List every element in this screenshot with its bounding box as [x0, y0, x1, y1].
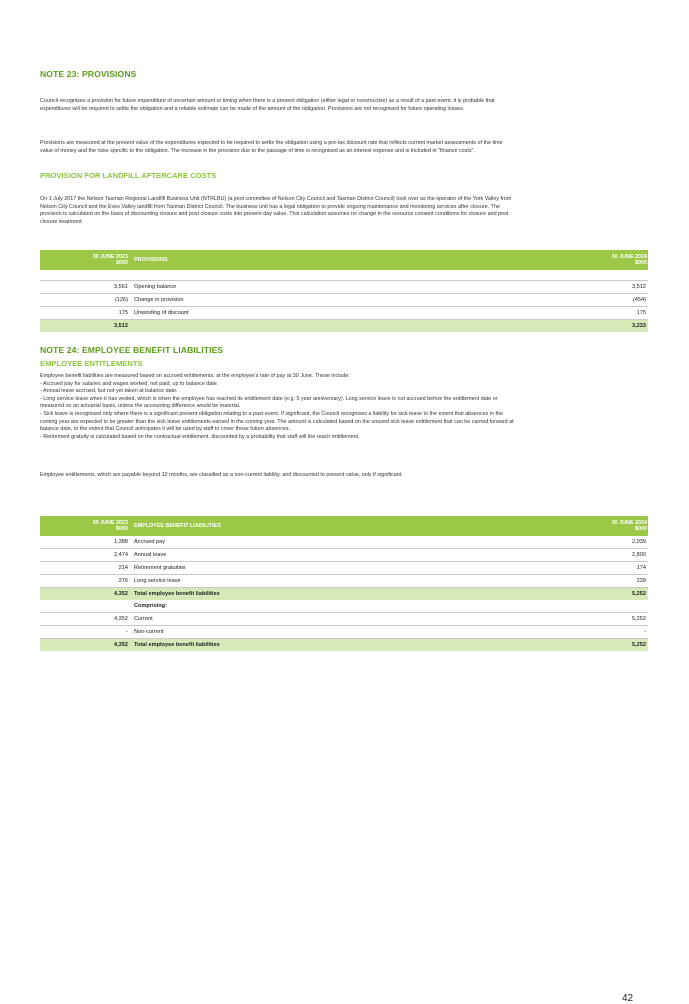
header-prior-year: 30 JUNE 2023 $000: [40, 250, 130, 270]
employee-table-header: [40, 516, 648, 536]
employee-total-row: 4,352 Total employee benefit liabilities 5,252: [40, 588, 648, 601]
table-row: 2,474 Annual leave 2,800: [40, 549, 648, 562]
provisions-table: [40, 250, 648, 332]
table-row: 1,388 Accrued pay 2,039: [40, 536, 648, 549]
employee-benefit-table: [40, 516, 648, 651]
provisions-total-row: 3,512 3,233: [40, 320, 648, 333]
table-row: - Non-current -: [40, 626, 648, 639]
table-row: 4,352 Current 5,252: [40, 613, 648, 626]
note23-title: NOTE 23: PROVISIONS: [40, 69, 137, 79]
table-row: 276 Long service leave 239: [40, 575, 648, 588]
table-row: 175 Unwinding of discount 175: [40, 307, 648, 320]
note24-subtitle: EMPLOYEE ENTITLEMENTS: [40, 359, 143, 368]
header-prior-year: 30 JUNE 2023 $000: [40, 516, 130, 536]
note23-paragraph-2: Provisions are measured at the present value of the expenditures expected to be required to settle the obligation using a pre-tax discount rate that reflects current market assessments of the time value of money and the risks specific to the obligation. The increase in the provision due to the passage of time is recognised as an interest expense and is included in "finance costs".: [40, 140, 503, 154]
note24-title: NOTE 24: EMPLOYEE BENEFIT LIABILITIES: [40, 345, 224, 355]
header-provisions: PROVISIONS: [130, 250, 566, 270]
page-number: 42: [622, 993, 634, 1004]
header-current-year: 30 JUNE 2024 $000: [566, 516, 648, 536]
comprising-row: Comprising:: [40, 600, 648, 613]
table-row: 214 Retirement gratuities 174: [40, 562, 648, 575]
table-row: 3,561 Opening balance 3,512: [40, 281, 648, 294]
note23-paragraph-3: On 1 July 2017 the Nelson Tasman Regional Landfill Business Unit (NTRLBU) (a joint committee of Nelson City Council and Tasman District Council) took over as the operator of the York Valley from Nelson City Council and the Eves Valley landfill from Tasman District Council. The business unit has a legal obligation to provide ongoing maintenance and monitoring services after closure. The provision is calculated on the basis of discounting closure and post closure costs into present day value. This calculation assumes no change in the resource consent conditions for closure and post closure treatment.: [40, 196, 512, 225]
note24-paragraph-2: Employee entitlements, which are payable beyond 12 months, are classified as a non-current liability, and discounted to present value, only if significant.: [40, 472, 403, 478]
note23-paragraph-1: Council recognises a provision for future expenditure of uncertain amount or timing when there is a present obligation (either legal or constructive) as a result of a past event, it is probable that expenditures will be required to settle the obligation and a reliable estimate can be made of the amount of the obligation. Provisions are not recognised for future operating losses.: [40, 98, 495, 112]
provisions-table-header: [40, 250, 648, 270]
header-current-year: 30 JUNE 2024 $000: [566, 250, 648, 270]
table-spacer-row: [40, 270, 648, 281]
note24-paragraph-1: Employee benefit liabilities are measured based on accrued entitlements, at the employee's rate of pay at 30 June. These include: - Accrued pay for salaries and wages worked, not paid, up to balance date. - Annual leave accrued, but not yet taken at balance date. - Long service leave when it has vested, which is when the employee has reached its entitlement date (e.g. 5 year anniversary). Long service leave is not accrued before the entitlement date or measured on an actuarial basis, unless the accounting difference would be material. - Sick leave is recognised only where there is a significant present obligation relating to a past event. If significant, the Council recognises a liability for sick leave to the extent that absences in the coming year are expected to be greater than the sick leave entitlements earned in the coming year. The amount is calculated based on the unused sick leave entitlement that can be carried forward at balance date, to the extent that Council anticipates it will be used by staff to cover those future absences. - Retirement gratuity is calculated based on the contractual entitlement, discounted by a probability that staff will the reach entitlement.: [40, 373, 514, 440]
header-employee-benefit-liabilities: EMPLOYEE BENEFIT LIABILITIES: [130, 516, 566, 536]
employee-total-row-2: 4,352 Total employee benefit liabilities 5,252: [40, 639, 648, 652]
table-row: (126) Change in provision (454): [40, 294, 648, 307]
note23-subtitle: PROVISION FOR LANDFILL AFTERCARE COSTS: [40, 171, 217, 180]
